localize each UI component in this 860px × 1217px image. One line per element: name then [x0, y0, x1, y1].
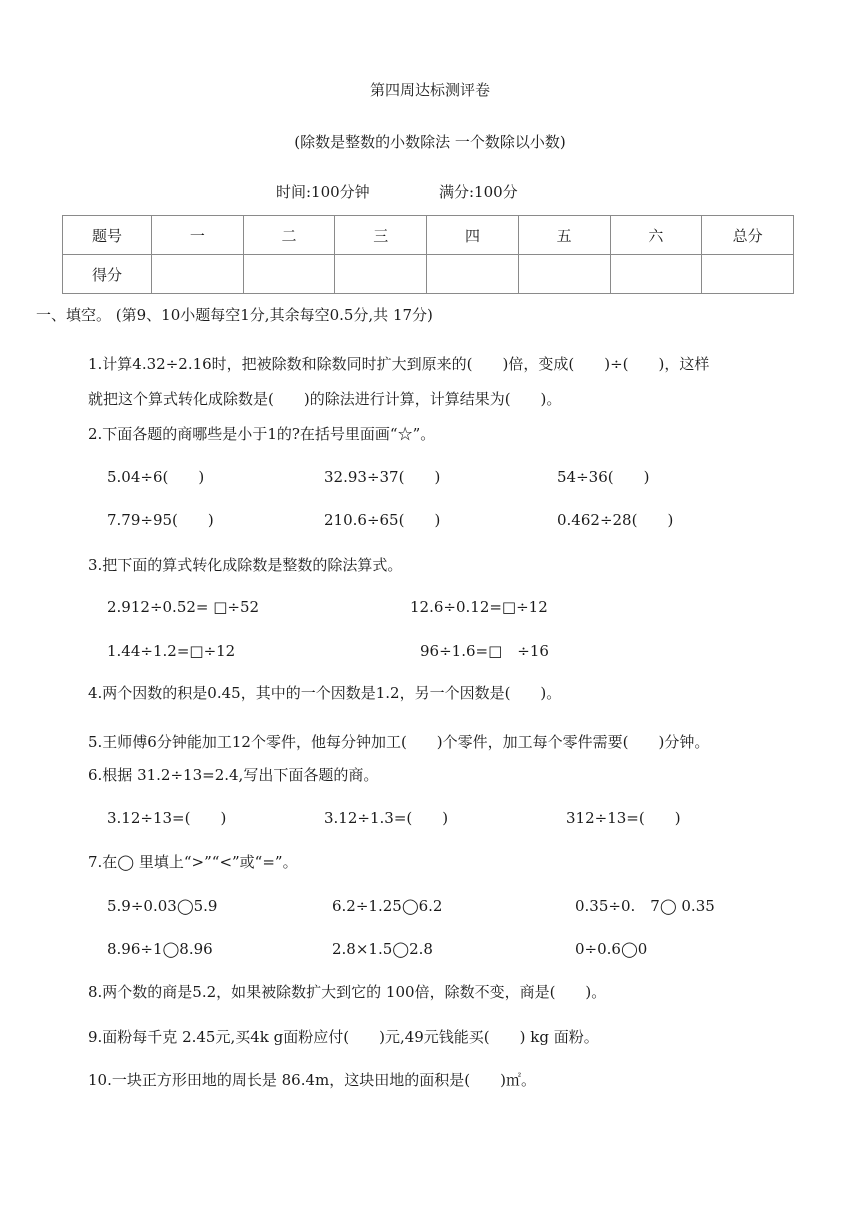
question-6-item: 3.12÷1.3=( ) — [324, 809, 449, 827]
time-limit: 时间:100分钟 — [276, 183, 370, 201]
question-2-item: 32.93÷37( ) — [324, 468, 441, 486]
question-1-line-2: 就把这个算式转化成除数是( )的除法进行计算，计算结果为( )。 — [88, 390, 562, 408]
header-cell-question: 题号 — [63, 216, 152, 255]
question-7-item: 8.96÷1◯8.96 — [107, 940, 213, 958]
score-cell-total[interactable] — [702, 255, 794, 294]
header-cell-5: 五 — [518, 216, 610, 255]
score-cell-2[interactable] — [243, 255, 335, 294]
header-cell-3: 三 — [335, 216, 427, 255]
question-1-line-1: 1.计算4.32÷2.16时，把被除数和除数同时扩大到原来的( )倍，变成( )÷( )，这样 — [88, 355, 710, 373]
score-table — [62, 215, 794, 294]
header-cell-2: 二 — [243, 216, 335, 255]
question-4: 4.两个因数的积是0.45，其中的一个因数是1.2，另一个因数是( )。 — [88, 684, 562, 702]
question-6-item: 312÷13=( ) — [566, 809, 681, 827]
question-7-item: 5.9÷0.03◯5.9 — [107, 897, 218, 915]
question-10: 10.一块正方形田地的周长是 86.4m，这块田地的面积是( )㎡。 — [88, 1071, 536, 1089]
page-title: 第四周达标测评卷 — [369, 81, 490, 99]
question-2-item: 54÷36( ) — [557, 468, 650, 486]
score-cell-6[interactable] — [610, 255, 702, 294]
question-6-item: 3.12÷13=( ) — [107, 809, 227, 827]
score-cell-1[interactable] — [152, 255, 244, 294]
question-2-item: 7.79÷95( ) — [107, 511, 214, 529]
score-row-label: 得分 — [63, 255, 152, 294]
question-3-item: 1.44÷1.2=□÷12 — [107, 642, 236, 660]
question-2-item: 0.462÷28( ) — [557, 511, 674, 529]
question-7-item: 0.35÷0. 7◯ 0.35 — [575, 897, 715, 915]
question-6: 6.根据 31.2÷13=2.4,写出下面各题的商。 — [88, 766, 379, 784]
question-3-item: 96÷1.6=□ ÷16 — [420, 642, 549, 660]
question-3-item: 12.6÷0.12=□÷12 — [410, 598, 548, 616]
question-3-item: 2.912÷0.52= □÷52 — [107, 598, 260, 616]
question-7: 7.在◯ 里填上“>”“<”或“=”。 — [88, 853, 298, 871]
full-score: 满分:100分 — [439, 183, 518, 201]
score-table-score-row — [63, 255, 794, 294]
header-cell-1: 一 — [152, 216, 244, 255]
section-heading: 一、填空。 (第9、10小题每空1分,其余每空0.5分,共 17分) — [36, 306, 433, 324]
score-cell-4[interactable] — [427, 255, 519, 294]
question-2-item: 5.04÷6( ) — [107, 468, 205, 486]
question-7-item: 0÷0.6◯0 — [575, 940, 648, 958]
question-2: 2.下面各题的商哪些是小于1的?在括号里面画“☆”。 — [88, 425, 436, 443]
score-cell-3[interactable] — [335, 255, 427, 294]
question-7-item: 2.8×1.5◯2.8 — [332, 940, 433, 958]
header-cell-4: 四 — [427, 216, 519, 255]
question-8: 8.两个数的商是5.2，如果被除数扩大到它的 100倍，除数不变，商是( )。 — [88, 983, 607, 1001]
question-9: 9.面粉每千克 2.45元,买4k g面粉应付( )元,49元钱能买( ) kg 面粉。 — [88, 1028, 599, 1046]
page-subtitle: (除数是整数的小数除法 一个数除以小数) — [294, 133, 566, 151]
score-cell-5[interactable] — [518, 255, 610, 294]
question-3: 3.把下面的算式转化成除数是整数的除法算式。 — [88, 556, 403, 574]
question-2-item: 210.6÷65( ) — [324, 511, 441, 529]
question-5: 5.王师傅6分钟能加工12个零件，他每分钟加工( )个零件，加工每个零件需要( )分钟。 — [88, 733, 710, 751]
header-cell-6: 六 — [610, 216, 702, 255]
header-cell-total: 总分 — [702, 216, 794, 255]
score-table-header-row — [63, 216, 794, 255]
question-7-item: 6.2÷1.25◯6.2 — [332, 897, 443, 915]
